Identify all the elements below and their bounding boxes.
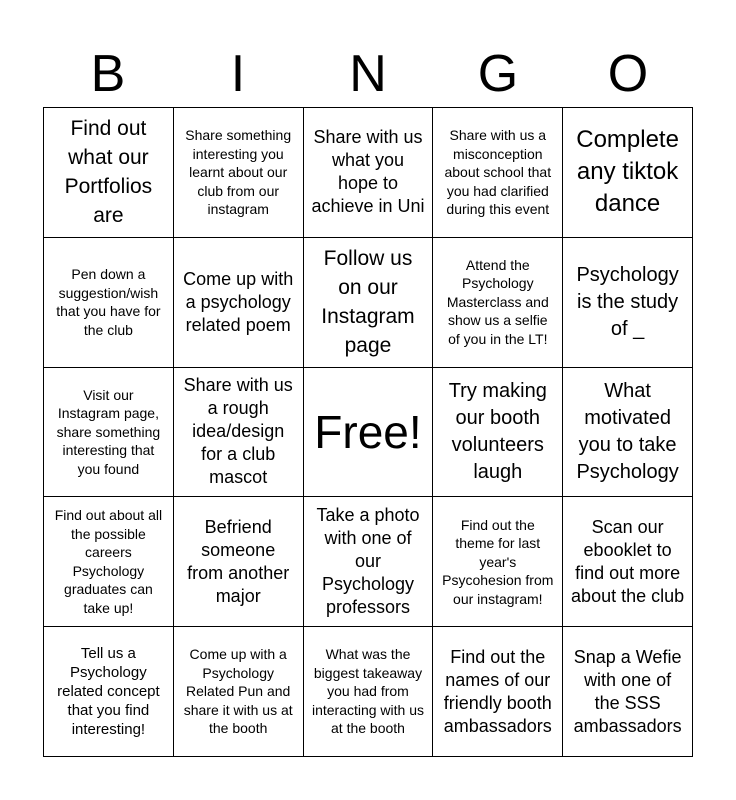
bingo-cell-i4[interactable] (174, 497, 304, 627)
bingo-cell-text: Psychology is the study of _ (576, 263, 679, 340)
bingo-cell-b5[interactable] (44, 627, 174, 757)
bingo-cell-n5[interactable] (304, 627, 434, 757)
bingo-cell-b4[interactable] (44, 497, 174, 627)
bingo-cell-i3[interactable] (174, 368, 304, 498)
bingo-cell-text: Find out what our Portfolios are (64, 117, 153, 228)
bingo-cell-text: Take a photo with one of our Psychology professors (316, 505, 420, 618)
bingo-board (43, 107, 693, 757)
bingo-cell-text: Share with us a misconception about school that you had clarified during this event (444, 127, 552, 218)
bingo-cell-text: Complete any tiktok dance (576, 126, 679, 218)
header-letter-i: I (230, 45, 246, 103)
bingo-cell-i2[interactable] (174, 238, 304, 368)
header-letter-b: B (90, 45, 126, 103)
bingo-cell-o2[interactable] (563, 238, 693, 368)
bingo-cell-text: Scan our ebooklet to find out more about the club (571, 516, 685, 606)
bingo-cell-n2[interactable] (304, 238, 434, 368)
bingo-cell-text: What was the biggest takeaway you had from interacting with us at the booth (311, 646, 425, 737)
bingo-cell-o1[interactable] (563, 108, 693, 238)
bingo-cell-text: Snap a Wefie with one of the SSS ambassadors (573, 646, 682, 736)
bingo-cell-b1[interactable] (44, 108, 174, 238)
bingo-cell-b2[interactable] (44, 238, 174, 368)
bingo-cell-text: Visit our Instagram page, share something interesting that you found (56, 386, 161, 477)
bingo-cell-text: Tell us a Psychology related concept that you find interesting! (57, 645, 160, 739)
free-space-label: Free! (314, 405, 422, 458)
bingo-cell-free[interactable] (304, 368, 434, 498)
bingo-cell-n1[interactable] (304, 108, 434, 238)
bingo-cell-o3[interactable] (563, 368, 693, 498)
bingo-cell-g5[interactable] (433, 627, 563, 757)
bingo-cell-g4[interactable] (433, 497, 563, 627)
bingo-cell-g1[interactable] (433, 108, 563, 238)
bingo-cell-text: Share with us a rough idea/design for a club mascot (183, 375, 293, 488)
bingo-cell-b3[interactable] (44, 368, 174, 498)
bingo-cell-text: Find out the theme for last year's Psycohesion from our instagram! (442, 516, 554, 607)
bingo-cell-text: Share with us what you hope to achieve in Uni (311, 127, 425, 217)
bingo-cell-o4[interactable] (563, 497, 693, 627)
bingo-cell-text: What motivated you to take Psychology (576, 379, 679, 483)
bingo-cell-i5[interactable] (174, 627, 304, 757)
header-letter-n: N (349, 45, 387, 103)
bingo-cell-g2[interactable] (433, 238, 563, 368)
bingo-cell-i1[interactable] (174, 108, 304, 238)
bingo-cell-o5[interactable] (563, 627, 693, 757)
header-letter-g: G (477, 45, 519, 103)
bingo-header (43, 42, 693, 106)
bingo-cell-text: Find out about all the possible careers Psychology graduates can take up! (54, 507, 163, 616)
bingo-cell-text: Attend the Psychology Masterclass and show us a selfie of you in the LT! (446, 256, 549, 347)
bingo-cell-text: Pen down a suggestion/wish that you have for the club (56, 266, 161, 338)
bingo-cell-n4[interactable] (304, 497, 434, 627)
bingo-cell-text: Befriend someone from another major (187, 516, 290, 606)
header-letter-o: O (607, 45, 649, 103)
bingo-cell-text: Follow us on our Instagram page (321, 247, 415, 358)
bingo-cell-text: Share something interesting you learnt about our club from our instagram (185, 127, 292, 218)
bingo-cell-g3[interactable] (433, 368, 563, 498)
bingo-cell-text: Find out the names of our friendly booth ambassadors (443, 646, 552, 736)
bingo-cell-text: Come up with a psychology related poem (183, 268, 294, 335)
bingo-cell-text: Come up with a Psychology Related Pun and share it with us at the booth (183, 646, 293, 737)
bingo-cell-text: Try making our booth volunteers laugh (448, 379, 547, 483)
